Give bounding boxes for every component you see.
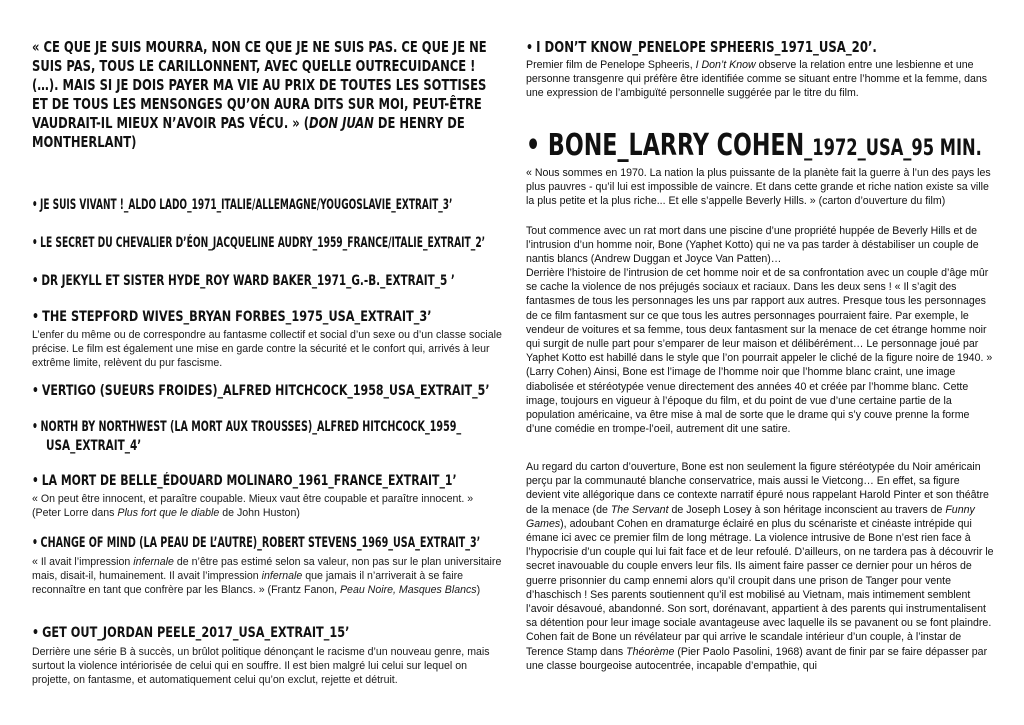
film-item-title: • THE STEPFORD WIVES_BRYAN FORBES_1975_USA_EXTRAIT_3’ bbox=[32, 309, 432, 325]
film-item-title-continued: USA_EXTRAIT_4’ bbox=[46, 438, 142, 454]
body-paragraph: Au regard du carton d’ouverture, Bone est non seulement la figure stéréotypée du Noir américain perçu par la communauté blanche conservatrice, mais aussi le Vietcong… En effet, sa figure devient vite allégorique dans ce contexte narratif épuré nous rappelant Harold Pinter et son théâtre de la menace (de The Servant de Joseph Losey à son héritage inconscient au travers de Funny Games), adoubant Cohen en dramaturge éclairé en plus du scénariste et cinéaste intrépide qui émane ici avec ce premier film de long métrage. La violence intrusive de Bone n’est rien face à l’hypocrisie d’un couple qui lui fait face et de leur refoulé. D’ailleurs, on ne tardera pas à découvrir le secret inavouable du couple envers leur fils. Ils aiment faire passer ce dernier pour un héros de guerre prisonnier du camp ennemi alors qu’il croupit dans une prison de Tanger pour vente d’haschisch ! Ses parents soutiennent qu’il est mobilisé au Vietnam, mais intimement semblent l’avoir désavoué, abandonné. Son sort, dorénavant, appartient à des parents qui instrumentalisent sa détention pour leur image sociale avantageuse avec laquelle ils se pavanent ou se font plaindre. Cohen fait de Bone un révélateur par qui arrive le scandale intérieur d’un couple, à l’instar de Terence Stamp dans Théorème (Pier Paolo Pasolini, 1968) avant de finir par se faire dépasser par une classe bourgeoise autocentrée, incapable d’empathie, qui bbox=[526, 461, 994, 672]
body-paragraph: « Nous sommes en 1970. La nation la plus puissante de la planète fait la guerre à l’un des pays les plus pauvres - qu’il lui est impossible de vaincre. Et dans cette grande et riche nation existe sa ville la plus petite et la plus riche... Et elle s’appelle Beverly Hills. » (carton d’ouverture du film) bbox=[526, 167, 991, 208]
film-item-title: • DR JEKYLL ET SISTER HYDE_ROY WARD BAKER_1971_G.-B._EXTRAIT_5 ’ bbox=[32, 273, 455, 289]
film-item-title: • VERTIGO (SUEURS FROIDES)_ALFRED HITCHCOCK_1958_USA_EXTRAIT_5’ bbox=[32, 383, 490, 399]
body-paragraph: Tout commence avec un rat mort dans une piscine d’une propriété huppée de Beverly Hills et de l’intrusion d’un homme noir, Bone (Yaphet Kotto) qui ne va pas tarder à déstabiliser un couple de nantis blancs (Andrew Duggan et Joyce Van Patten)… bbox=[526, 225, 979, 266]
film-item-title: • LE SECRET DU CHEVALIER D’ÉON_JACQUELINE AUDRY_1959_FRANCE/ITALIE_EXTRAIT_2’ bbox=[32, 235, 486, 251]
film-item-title: • GET OUT_JORDAN PEELE_2017_USA_EXTRAIT_15’ bbox=[32, 625, 350, 641]
film-item-title: • CHANGE OF MIND (LA PEAU DE L’AUTRE)_ROBERT STEVENS_1969_USA_EXTRAIT_3’ bbox=[32, 535, 481, 551]
film-item-title: • I DON’T KNOW_PENELOPE SPHEERIS_1971_USA_20’. bbox=[526, 38, 877, 56]
film-item-title: • NORTH BY NORTHWEST (LA MORT AUX TROUSSES)_ALFRED HITCHCOCK_1959_ bbox=[32, 419, 462, 435]
quote-author: DE HENRY DE MONTHERLANT) bbox=[32, 114, 465, 151]
quote-text: « CE QUE JE SUIS MOURRA, NON CE QUE JE NE SUIS PAS. CE QUE JE NE SUIS PAS, TOUS LE CARILLONNENT, AVEC QUELLE OUTRECUIDANCE ! (…). MAIS SI JE DOIS PAYER MA VIE AU PRIX DE TOUTES LES SOTTISES ET DE TOUS LES MENSONGES QU’ON AURA DITS SUR MOI, PEUT-ÊTRE VAUDRAIT-IL MIEUX N’AVOIR PAS VÉCU. » ( bbox=[32, 38, 487, 132]
film-item-title: • JE SUIS VIVANT !_ALDO LADO_1971_ITALIE/ALLEMAGNE/YOUGOSLAVIE_EXTRAIT_3’ bbox=[32, 197, 453, 213]
film-item-description: Premier film de Penelope Spheeris, I Don’t Know observe la relation entre une lesbienne et une personne transgenre qui préfère être identifiée comme se situant entre l’homme et la femme, dans une expression de l’ambiguïté personnelle suggérée par le titre du film. bbox=[526, 59, 988, 100]
film-item-description: Derrière une série B à succès, un brûlot politique dénonçant le racisme d’un nouveau genre, mais surtout la violence intériorisée de celui qui en souffre. Il est bien malgré lui celui sur lequel on projette, on fantasme, et automatiquement celui qu’on exclut, rejette et détruit. bbox=[32, 646, 490, 687]
feature-film-title: • BONE_LARRY COHEN_1972_USA_95 MIN. bbox=[526, 128, 982, 163]
film-item-description: « On peut être innocent, et paraître coupable. Mieux vaut être coupable et paraître innocent. » (Peter Lorre dans Plus fort que le diable de John Huston) bbox=[32, 493, 474, 520]
body-paragraph: Derrière l’histoire de l’intrusion de cet homme noir et de sa confrontation avec un couple d’âge mûr se cache la violence de nos préjugés sociaux et raciaux. Dans les deux sens ! « Il s’agit des fantasmes de tous les personnages les uns par rapport aux autres. Presque tous les personnages de ce film fantasment sur ce que tous les autres personnages pourraient faire. Par exemple, le vendeur de voitures et sa femme, tous deux fantasment sur la menace de cet étrange homme noir qui surgit de nulle part pour s’emparer de leur maison et délibérément… Le personnage joué par Yaphet Kotto est habillé dans le style que l’on pourrait appeler le cliché de la figure noire de 1940. » (Larry Cohen) Ainsi, Bone est l’image de l’homme noir que l’homme blanc craint, une image diabolisée et stéréotypée venue directement des années 40 et créée par l’homme blanc. Cette image, toujours en vigueur à l’époque du film, et du point de vue d’une certaine partie de la population américaine, va être mise à mal de sorte que le drame qui s’y couve prenne la forme d’une comédie en trompe-l’oeil, autrement dit une satire. bbox=[526, 267, 993, 436]
epigraph-quote bbox=[32, 38, 502, 152]
film-item-description: L’enfer du même ou de correspondre au fantasme collectif et social d’un sexe ou d’un classe sociale précise. Le film est également une mise en garde contre la sécurité et le confort qui, arrivés à leur extrême limite, relèvent du pur fascisme. bbox=[32, 329, 502, 370]
film-item-description: « Il avait l’impression infernale de n’être pas estimé selon sa valeur, non pas sur le plan universitaire mais, disait-il, humainement. Il avait l’impression infernale que jamais il n’arriverait à se faire reconnaître en tant que confrère par les Blancs. » (Frantz Fanon, Peau Noire, Masques Blancs) bbox=[32, 556, 502, 597]
film-item-title: • LA MORT DE BELLE_ÉDOUARD MOLINARO_1961_FRANCE_EXTRAIT_1’ bbox=[32, 473, 457, 489]
quote-work-title: DON JUAN bbox=[308, 114, 374, 132]
